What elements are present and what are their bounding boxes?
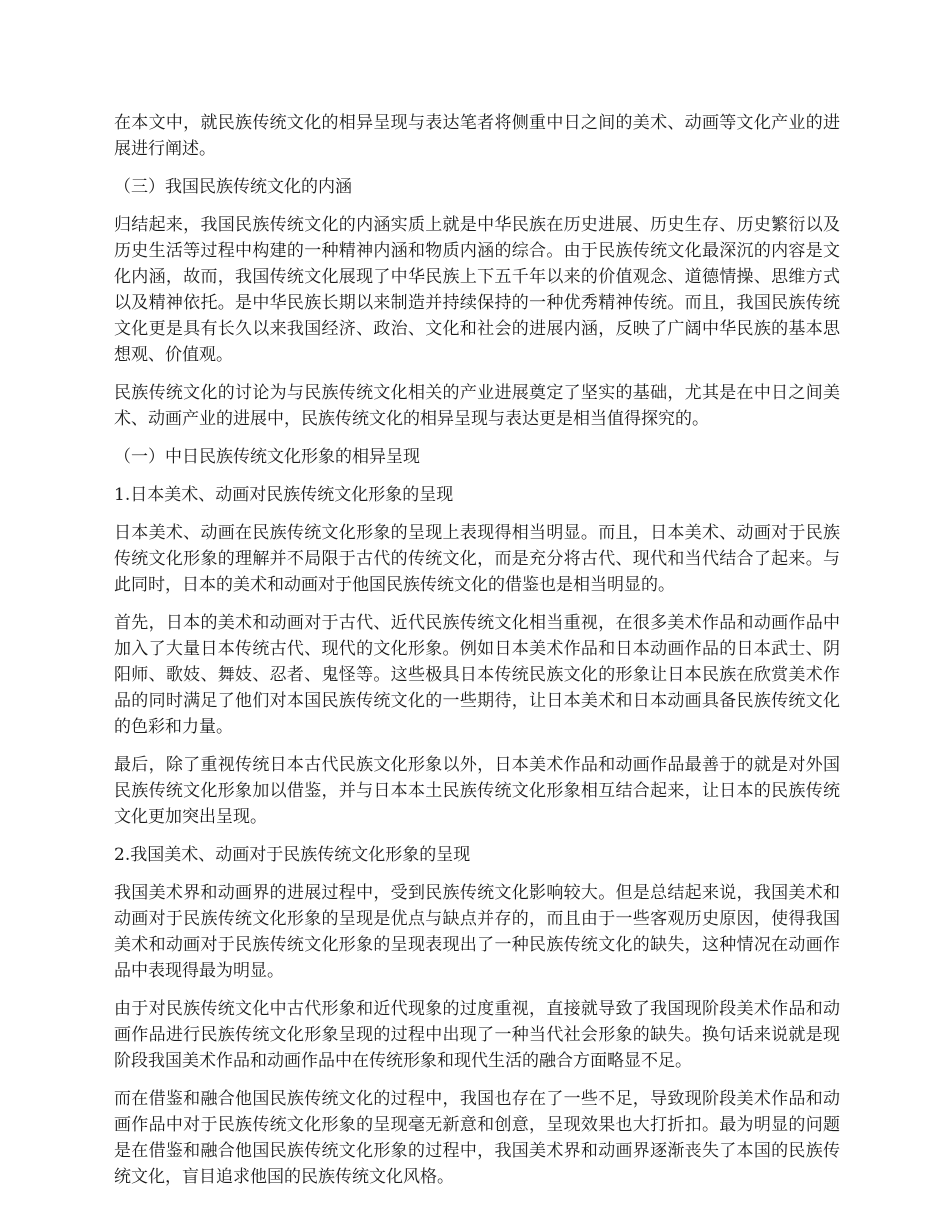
section-heading-3: （三）我国民族传统文化的内涵 [114,177,352,197]
china-overview-paragraph: 我国美术界和动画界的进展过程中，受到民族传统文化影响较大。但是总结起来说，我国美术和动画对于民族传统文化形象的呈现是优点与缺点并存的，而且由于一些客观历史原因，使得我国美术和动画对于民族传统文化形象的呈现表现出了一种民族传统文化的缺失，这种情况在动画作品中表现得最为明显。 [114,883,840,981]
japan-finally-paragraph: 最后，除了重视传统日本古代民族文化形象以外，日本美术作品和动画作品最善于的就是对外国民族传统文化形象加以借鉴，并与日本本土民族传统文化形象相互结合起来，让日本的民族传统文化更加突出呈现。 [114,755,840,827]
culture-connotation-paragraph: 归结起来，我国民族传统文化的内涵实质上就是中华民族在历史进展、历史生存、历史繁衍以及历史生活等过程中构建的一种精神内涵和物质内涵的综合。由于民族传统文化最深沉的内容是文化内涵，故而，我国传统文化展现了中华民族上下五千年以来的价值观念、道德情操、思维方式以及精神依托。是中华民族长期以来制造并持续保持的一种优秀精神传统。而且，我国民族传统文化更是具有长久以来我国经济、政治、文化和社会的进展内涵，反映了广阔中华民族的基本思想观、价值观。 [114,215,840,365]
intro-paragraph: 在本文中，就民族传统文化的相异呈现与表达笔者将侧重中日之间的美术、动画等文化产业的进展进行阐述。 [114,113,840,159]
china-deficiency-paragraph: 由于对民族传统文化中古代形象和近代现象的过度重视，直接就导致了我国现阶段美术作品和动画作品进行民族传统文化形象呈现的过程中出现了一种当代社会形象的缺失。换句话来说就是现阶段我国美术作品和动画作品中在传统形象和现代生活的融合方面略显不足。 [114,999,840,1071]
japan-first-paragraph: 首先，日本的美术和动画对于古代、近代民族传统文化相当重视，在很多美术作品和动画作品中加入了大量日本传统古代、现代的文化形象。例如日本美术作品和日本动画作品的日本武士、阴阳师、歌妓、舞妓、忍者、鬼怪等。这些极具日本传统民族文化的形象让日本民族在欣赏美术作品的同时满足了他们对本国民族传统文化的一些期待，让日本美术和日本动画具备民族传统文化的色彩和力量。 [114,613,840,737]
section-heading-1: （一）中日民族传统文化形象的相异呈现 [114,447,420,467]
subsection-heading-china: 2.我国美术、动画对于民族传统文化形象的呈现 [114,845,471,865]
document-page [114,110,840,1202]
japan-overview-paragraph: 日本美术、动画在民族传统文化形象的呈现上表现得相当明显。而且，日本美术、动画对于民族传统文化形象的理解并不局限于古代的传统文化，而是充分将古代、现代和当代结合了起来。与此同时，日本的美术和动画对于他国民族传统文化的借鉴也是相当明显的。 [114,523,840,595]
research-foundation-paragraph: 民族传统文化的讨论为与民族传统文化相关的产业进展奠定了坚实的基础，尤其是在中日之间美术、动画产业的进展中，民族传统文化的相异呈现与表达更是相当值得探究的。 [114,383,840,429]
subsection-heading-japan: 1.日本美术、动画对民族传统文化形象的呈现 [114,485,454,505]
china-borrowing-paragraph: 而在借鉴和融合他国民族传统文化的过程中，我国也存在了一些不足，导致现阶段美术作品和动画作品中对于民族传统文化形象的呈现毫无新意和创意，呈现效果也大打折扣。最为明显的问题是在借鉴和融合他国民族传统文化形象的过程中，我国美术界和动画界逐渐丧失了本国的民族传统文化，盲目追求他国的民族传统文化风格。 [114,1089,840,1187]
